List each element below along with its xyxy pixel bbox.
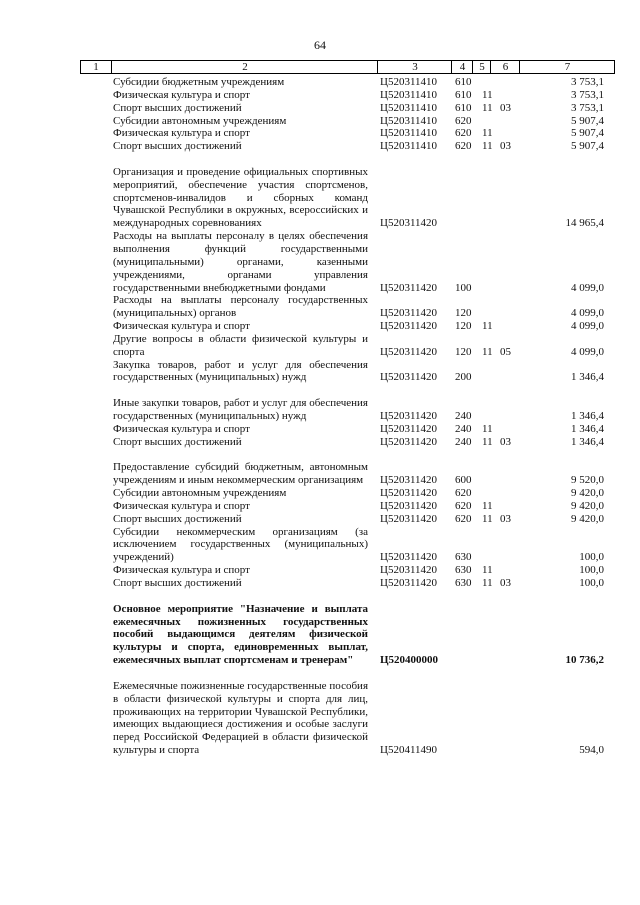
row-code: Ц520311420 xyxy=(380,371,438,384)
row-expense-type: 120 xyxy=(455,320,472,333)
row-amount: 5 907,4 xyxy=(571,127,604,140)
row-name: Субсидии автономным учреждениям xyxy=(113,487,287,500)
table-row xyxy=(0,359,640,385)
row-name: Субсидии бюджетным учреждениям xyxy=(113,76,285,88)
row-code: Ц520311420 xyxy=(380,422,438,435)
row-amount: 14 965,4 xyxy=(565,217,604,230)
row-amount: 1 346,4 xyxy=(571,435,604,448)
page-number: 64 xyxy=(314,38,326,52)
row-code: Ц520311420 xyxy=(380,487,438,500)
row-amount: 9 420,0 xyxy=(571,499,604,512)
row-amount: 1 346,4 xyxy=(571,422,604,435)
table-row xyxy=(0,384,640,423)
row-code: Ц520311420 xyxy=(380,577,438,590)
row-name: Предоставление субсидий бюджетным, автономным учреждениям и иным некоммерческим организациям xyxy=(113,461,368,487)
table-row xyxy=(0,487,640,500)
table-row xyxy=(0,590,640,667)
row-expense-type: 620 xyxy=(455,114,472,127)
row-name: Спорт высших достижений xyxy=(113,435,242,448)
row-name: Организация и проведение официальных спортивных мероприятий, обеспечение участия спортсменов, спортсменов-инвалидов и сборных команд Чувашской Республики в окружных, всероссийских и международных соревнованиях xyxy=(113,165,368,230)
row-code: Ц520311420 xyxy=(380,345,438,358)
row-expense-type: 620 xyxy=(455,487,472,500)
row-code: Ц520311410 xyxy=(380,76,438,88)
row-section: 11 xyxy=(482,101,493,114)
row-amount: 5 907,4 xyxy=(571,140,604,153)
row-code: Ц520311410 xyxy=(380,101,438,114)
row-name: Иные закупки товаров, работ и услуг для обеспечения государственных (муниципальных) нужд xyxy=(113,397,368,423)
header-col-4: 4 xyxy=(451,61,473,73)
row-expense-type: 620 xyxy=(455,127,472,140)
row-expense-type: 610 xyxy=(455,76,472,88)
row-subsection: 03 xyxy=(500,512,511,525)
table-body xyxy=(0,76,640,757)
row-amount: 3 753,1 xyxy=(571,88,604,101)
row-subsection: 03 xyxy=(500,101,511,114)
header-col-6: 6 xyxy=(490,61,520,73)
row-subsection: 05 xyxy=(500,345,511,358)
row-subsection: 03 xyxy=(500,140,511,153)
row-expense-type: 610 xyxy=(455,101,472,114)
row-name: Физическая культура и спорт xyxy=(113,88,250,101)
row-section: 11 xyxy=(482,320,493,333)
row-amount: 100,0 xyxy=(579,564,604,577)
header-col-5: 5 xyxy=(472,61,491,73)
row-expense-type: 620 xyxy=(455,499,472,512)
row-code: Ц520311410 xyxy=(380,140,438,153)
row-expense-type: 610 xyxy=(455,88,472,101)
row-code: Ц520311410 xyxy=(380,88,438,101)
table-row xyxy=(0,526,640,565)
row-subsection: 03 xyxy=(500,435,511,448)
row-amount: 1 346,4 xyxy=(571,371,604,384)
row-name: Спорт высших достижений xyxy=(113,101,242,114)
row-expense-type: 200 xyxy=(455,371,472,384)
row-code: Ц520400000 xyxy=(380,654,439,667)
table-row xyxy=(0,500,640,513)
table-row xyxy=(0,102,640,115)
row-code: Ц520311420 xyxy=(380,564,438,577)
table-row xyxy=(0,513,640,526)
header-col-2: 2 xyxy=(111,61,378,73)
row-name: Ежемесячные пожизненные государственные пособия в области физической культуры и спорта для лиц, проживающих на территории Чувашской Республики, имеющих выдающиеся достижения и особые заслуги перед Российской Федерацией в области физической культуры и спорта xyxy=(113,679,368,757)
table-row xyxy=(0,230,640,294)
table-row xyxy=(0,127,640,140)
row-amount: 4 099,0 xyxy=(571,320,604,333)
header-col-1: 1 xyxy=(93,61,99,73)
row-expense-type: 620 xyxy=(455,512,472,525)
row-amount: 594,0 xyxy=(579,744,604,757)
row-expense-type: 630 xyxy=(455,564,472,577)
row-amount: 4 099,0 xyxy=(571,307,604,320)
table-row xyxy=(0,333,640,359)
row-expense-type: 600 xyxy=(455,474,472,487)
row-section: 11 xyxy=(482,345,493,358)
row-amount: 3 753,1 xyxy=(571,101,604,114)
table-row xyxy=(0,115,640,128)
row-code: Ц520311420 xyxy=(380,281,438,294)
row-section: 11 xyxy=(482,88,493,101)
row-expense-type: 240 xyxy=(455,422,472,435)
table-row xyxy=(0,577,640,590)
row-expense-type: 120 xyxy=(455,345,472,358)
row-name: Закупка товаров, работ и услуг для обеспечения государственных (муниципальных) нужд xyxy=(113,358,368,384)
row-name: Спорт высших достижений xyxy=(113,577,242,590)
row-name: Расходы на выплаты персоналу государственных (муниципальных) органов xyxy=(113,294,368,320)
row-name: Субсидии автономным учреждениям xyxy=(113,114,287,127)
row-expense-type: 120 xyxy=(455,307,472,320)
row-amount: 1 346,4 xyxy=(571,410,604,423)
row-amount: 4 099,0 xyxy=(571,345,604,358)
row-code: Ц520311420 xyxy=(380,474,438,487)
row-amount: 9 520,0 xyxy=(571,474,604,487)
table-row xyxy=(0,564,640,577)
row-section: 11 xyxy=(482,564,493,577)
row-code: Ц520311420 xyxy=(380,320,438,333)
row-section: 11 xyxy=(482,499,493,512)
table-row xyxy=(0,140,640,153)
row-name: Спорт высших достижений xyxy=(113,140,242,153)
table-row xyxy=(0,667,640,757)
row-name: Другие вопросы в области физической культуры и спорта xyxy=(113,332,368,358)
row-amount: 4 099,0 xyxy=(571,281,604,294)
row-code: Ц520311420 xyxy=(380,307,438,320)
row-amount: 100,0 xyxy=(579,551,604,564)
row-expense-type: 630 xyxy=(455,551,472,564)
row-amount: 3 753,1 xyxy=(571,76,604,88)
table-header xyxy=(80,60,615,74)
row-name: Физическая культура и спорт xyxy=(113,499,250,512)
row-code: Ц520411490 xyxy=(380,744,438,757)
table-row xyxy=(0,320,640,333)
row-code: Ц520311420 xyxy=(380,551,438,564)
row-name: Субсидии некоммерческим организациям (за исключением государственных (муниципальных) учреждений) xyxy=(113,525,368,564)
row-expense-type: 100 xyxy=(455,281,472,294)
row-code: Ц520311420 xyxy=(380,410,438,423)
header-col-7: 7 xyxy=(519,61,615,73)
row-name: Физическая культура и спорт xyxy=(113,127,250,140)
row-code: Ц520311420 xyxy=(380,435,438,448)
row-section: 11 xyxy=(482,512,493,525)
row-expense-type: 240 xyxy=(455,435,472,448)
row-expense-type: 240 xyxy=(455,410,472,423)
row-name: Расходы на выплаты персоналу в целях обеспечения выполнения функций государственными (муниципальными) органами, казенными учреждениями, органами управления государственными внебюджетными фондами xyxy=(113,230,368,294)
row-amount: 100,0 xyxy=(579,577,604,590)
row-expense-type: 620 xyxy=(455,140,472,153)
table-row xyxy=(0,449,640,488)
row-code: Ц520311410 xyxy=(380,127,438,140)
row-section: 11 xyxy=(482,577,493,590)
row-amount: 5 907,4 xyxy=(571,114,604,127)
row-section: 11 xyxy=(482,140,493,153)
row-name: Спорт высших достижений xyxy=(113,512,242,525)
row-amount: 10 736,2 xyxy=(565,654,604,667)
row-section: 11 xyxy=(482,127,493,140)
row-name: Основное мероприятие "Назначение и выплата ежемесячных пожизненных государственных пособий выдающимся деятелям физической культуры и спорта, единовременных выплат, ежемесячных выплат спортсменам и тренерам" xyxy=(113,602,368,667)
row-name: Физическая культура и спорт xyxy=(113,564,250,577)
table-row xyxy=(0,89,640,102)
row-expense-type: 630 xyxy=(455,577,472,590)
table-row xyxy=(0,423,640,436)
table-row xyxy=(0,76,640,89)
row-amount: 9 420,0 xyxy=(571,487,604,500)
row-amount: 9 420,0 xyxy=(571,512,604,525)
row-section: 11 xyxy=(482,435,493,448)
table-row xyxy=(0,153,640,230)
row-code: Ц520311410 xyxy=(380,114,438,127)
row-code: Ц520311420 xyxy=(380,512,438,525)
table-row xyxy=(0,436,640,449)
row-code: Ц520311420 xyxy=(380,499,438,512)
table-row xyxy=(0,294,640,320)
row-name: Физическая культура и спорт xyxy=(113,422,250,435)
row-name: Физическая культура и спорт xyxy=(113,320,250,333)
row-section: 11 xyxy=(482,422,493,435)
header-col-3: 3 xyxy=(377,61,452,73)
row-code: Ц520311420 xyxy=(380,217,438,230)
row-subsection: 03 xyxy=(500,577,511,590)
